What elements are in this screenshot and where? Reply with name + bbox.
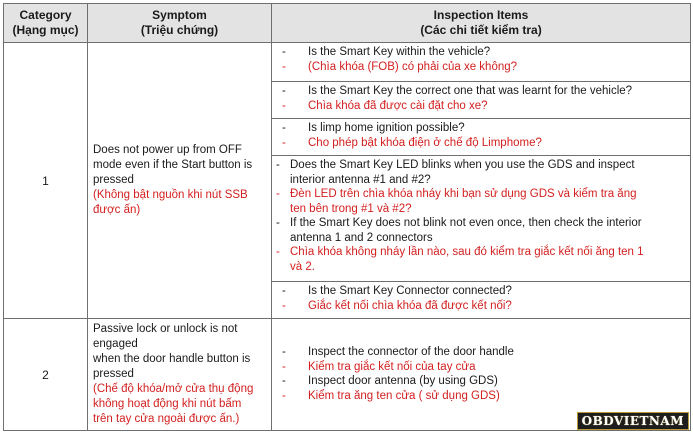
inspection-cell (272, 43, 691, 319)
category-cell (4, 319, 88, 431)
header-category (4, 4, 88, 43)
bullet-dash: - (282, 136, 286, 149)
inspection-en: Does the Smart Key LED blinks when you use the GDS and inspect (290, 159, 635, 171)
bullet-dash: - (282, 85, 286, 97)
inspection-table (3, 3, 691, 431)
bullet-dash: - (282, 375, 286, 387)
inspection-item (272, 43, 690, 82)
inspection-vi: Kiểm tra ăng ten cửa ( sử dụng GDS) (308, 389, 500, 402)
inspection-item (272, 156, 690, 282)
bullet-dash: - (276, 159, 280, 171)
header-symptom-vi: (Triệu chứng) (140, 23, 219, 37)
header-category-vi: (Hạng mục) (12, 23, 79, 37)
inspection-en: antenna 1 and 2 connectors (290, 231, 433, 244)
inspection-vi: Chìa khóa không nháy lần nào, sau đó kiểm tra giắc kết nối ăng ten 1 (290, 246, 644, 258)
inspection-vi: Giắc kết nối chìa khóa đã được kết nối? (308, 299, 512, 312)
symptom-cell (88, 319, 272, 431)
table-row (4, 43, 691, 319)
inspection-en: Is the Smart Key Connector connected? (308, 285, 512, 297)
inspection-vi: (Chìa khóa (FOB) có phải của xe không? (308, 60, 518, 73)
symptom-en-line: engaged (93, 338, 138, 350)
inspection-en: Is the Smart Key within the vehicle? (308, 46, 491, 58)
header-inspection-vi: (Các chi tiết kiểm tra) (420, 23, 542, 37)
bullet-dash: - (276, 217, 280, 229)
category-number: 1 (42, 173, 49, 188)
category-number: 2 (42, 367, 49, 382)
watermark-logo: OBDVIETNAM (577, 412, 689, 430)
bullet-dash: - (282, 60, 286, 73)
bullet-dash: - (276, 246, 280, 258)
inspection-en: Inspect door antenna (by using GDS) (308, 375, 498, 387)
bullet-dash: - (282, 360, 286, 373)
inspection-table-page (3, 3, 690, 434)
bullet-dash: - (282, 285, 286, 297)
symptom-vi-line: (Chế độ khóa/mở cửa thụ động (93, 383, 254, 395)
bullet-dash: - (282, 299, 286, 312)
inspection-en: Inspect the connector of the door handle (308, 346, 514, 358)
inspection-vi: và 2. (290, 260, 315, 273)
header-inspection (272, 4, 691, 43)
bullet-dash: - (276, 188, 280, 200)
symptom-vi-line: không hoạt động khi nút bấm (93, 398, 242, 410)
symptom-en-line: pressed (93, 174, 134, 186)
inspection-vi: Kiểm tra giắc kết nối của tay cửa (308, 360, 476, 373)
bullet-dash: - (282, 99, 286, 112)
inspection-item (272, 82, 690, 119)
header-category-en: Category (19, 8, 72, 22)
inspection-item (272, 319, 690, 403)
symptom-en-line: Passive lock or unlock is not (93, 323, 238, 335)
symptom-cell (88, 43, 272, 319)
symptom-en-line: mode even if the Start button is (93, 159, 253, 171)
symptom-en-line: Does not power up from OFF (93, 144, 242, 156)
inspection-en: If the Smart Key does not blink not even once, then check the interior (290, 217, 642, 229)
inspection-vi: Chìa khóa đã được cài đặt cho xe? (308, 99, 488, 112)
header-inspection-en: Inspection Items (433, 8, 529, 22)
header-symptom (88, 4, 272, 43)
symptom-vi-line: trên tay cửa ngoài được ấn.) (93, 413, 240, 425)
bullet-dash: - (282, 46, 286, 58)
bullet-dash: - (282, 122, 286, 134)
category-cell (4, 43, 88, 319)
inspection-vi: Cho phép bật khóa điện ở chế độ Limphome? (308, 136, 542, 149)
symptom-en-line: when the door handle button is (93, 353, 251, 365)
inspection-en: Is the Smart Key the correct one that was learnt for the vehicle? (308, 85, 633, 97)
inspection-vi: Đèn LED trên chìa khóa nháy khi bạn sử dụng GDS và kiểm tra ăng (290, 188, 637, 200)
header-symptom-en: Symptom (152, 8, 207, 22)
bullet-dash: - (282, 346, 286, 358)
inspection-item (272, 119, 690, 156)
inspection-en: interior antenna #1 and #2? (290, 173, 431, 186)
inspection-en: Is limp home ignition possible? (308, 122, 465, 134)
inspection-item (272, 282, 690, 318)
bullet-dash: - (282, 389, 286, 402)
symptom-en-line: pressed (93, 368, 134, 380)
inspection-vi: ten bên trong #1 và #2? (290, 202, 412, 215)
symptom-vi-line: (Không bật nguồn khi nút SSB (93, 189, 248, 201)
table-header-row (4, 4, 691, 43)
symptom-vi-line: được ấn) (93, 204, 141, 216)
